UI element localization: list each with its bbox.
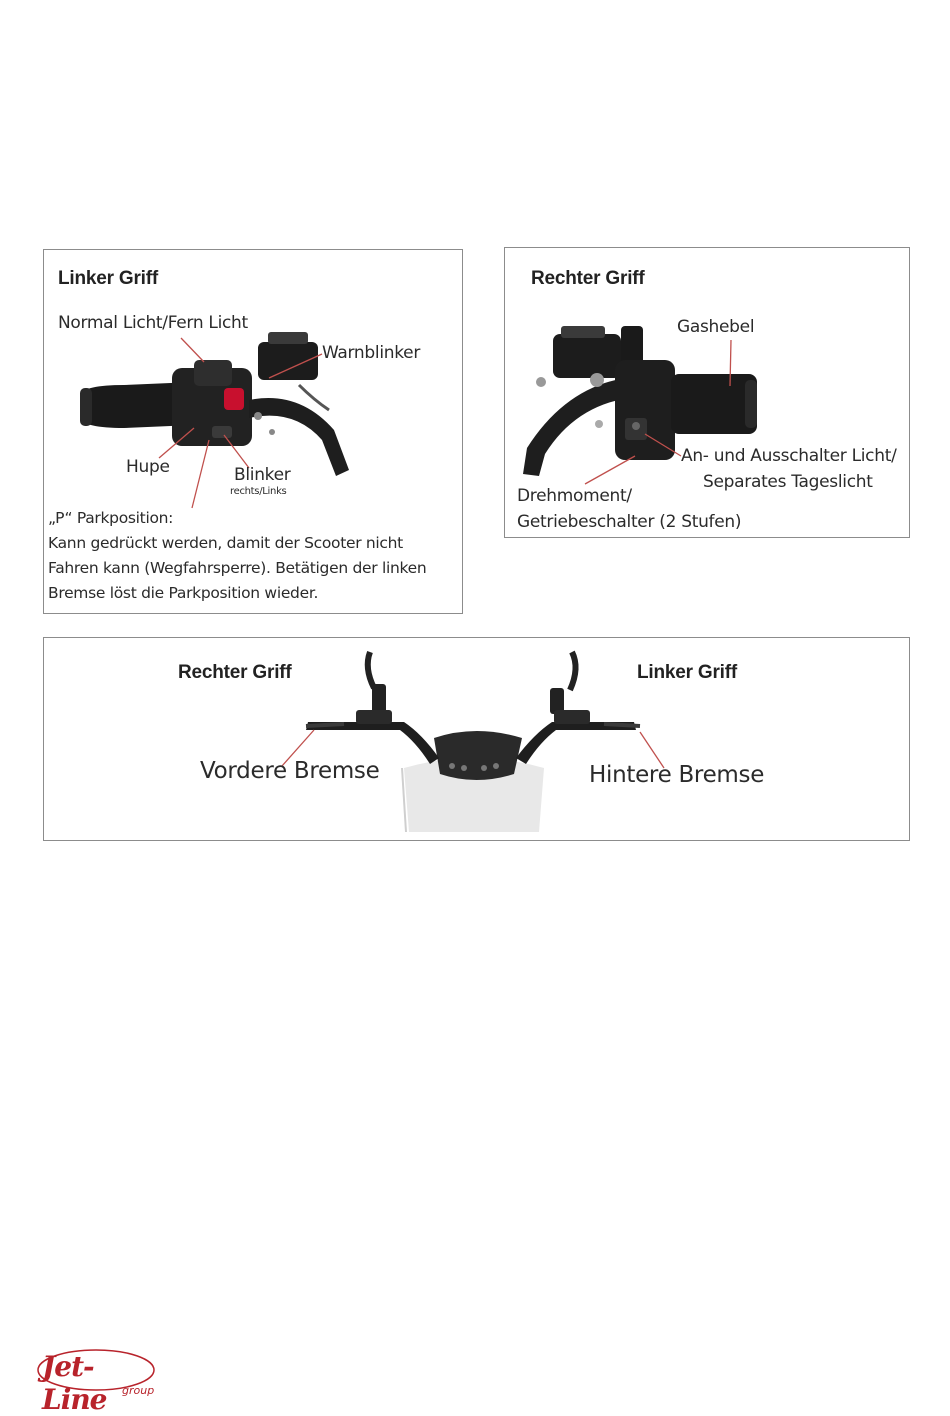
right-grip-panel: [504, 247, 910, 538]
park-note-line: Kann gedrückt werden, damit der Scooter nicht: [48, 534, 403, 552]
left-grip-panel: [43, 249, 463, 614]
handlebar-right-title: Rechter Griff: [178, 662, 292, 683]
rear-brake-label: Hintere Bremse: [589, 762, 765, 788]
jet-line-logo: [34, 1346, 158, 1416]
park-note-line: Fahren kann (Wegfahrsperre). Betätigen der linken: [48, 559, 427, 577]
blinker-label: Blinker: [234, 465, 291, 485]
park-note-line: Bremse löst die Parkposition wieder.: [48, 584, 319, 602]
right-grip-title: Rechter Griff: [531, 268, 645, 289]
leader-line: [192, 440, 209, 508]
front-brake-label: Vordere Bremse: [200, 758, 380, 784]
park-note-line: „P“ Parkposition:: [48, 509, 174, 527]
logo-brand: Jet-Line: [42, 1350, 107, 1416]
throttle-label: Gashebel: [677, 317, 755, 337]
park-note: [48, 506, 426, 606]
blinker-sub-label: rechts/Links: [230, 486, 287, 497]
left-grip-title: Linker Griff: [58, 268, 159, 289]
light-switch-label: Normal Licht/Fern Licht: [58, 313, 248, 333]
logo-sub: group: [122, 1384, 155, 1397]
horn-label: Hupe: [126, 457, 170, 477]
leader-line: [181, 338, 204, 362]
hazard-label: Warnblinker: [322, 343, 421, 363]
leader-line: [585, 456, 635, 484]
handlebar-photo: [44, 638, 911, 842]
torque-label: Drehmoment/: [517, 486, 632, 506]
handlebar-panel: [43, 637, 910, 841]
daylight-label: Separates Tageslicht: [703, 472, 873, 492]
handlebar-left-title: Linker Griff: [637, 662, 738, 683]
gear-switch-label: Getriebeschalter (2 Stufen): [517, 512, 742, 532]
light-switch-label-right: An- und Ausschalter Licht/: [681, 446, 897, 466]
